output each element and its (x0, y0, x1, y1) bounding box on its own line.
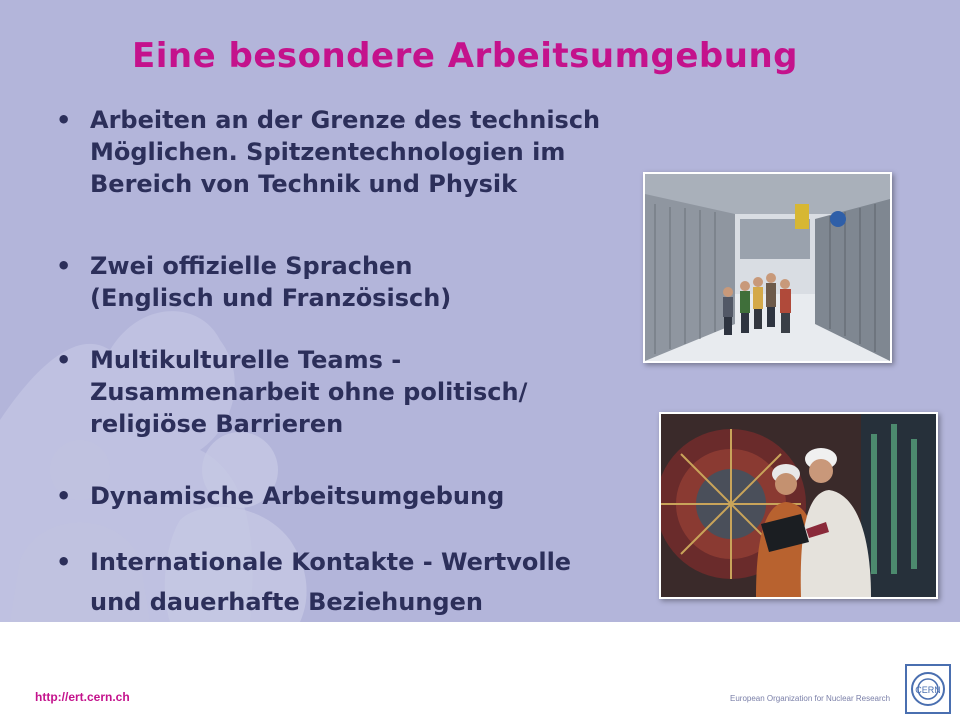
cern-logo-icon (905, 664, 951, 714)
bullet-glyph: • (56, 252, 72, 280)
bullet-item (56, 104, 656, 200)
bullet-glyph: • (56, 482, 72, 510)
bullet-text: Internationale Kontakte - Wertvolle und dauerhafte Beziehungen (90, 548, 572, 616)
svg-text:CERN: CERN (915, 685, 941, 695)
slide-title: Eine besondere Arbeitsumgebung (132, 36, 798, 76)
bullet-glyph: • (56, 548, 72, 576)
bullet-item (56, 546, 656, 622)
computer-center-photo (643, 172, 892, 363)
bullet-text: Multikulturelle Teams - Zusammenarbeit ohne politisch/ religiöse Barrieren (90, 346, 528, 438)
bullet-text: Zwei offizielle Sprachen (Englisch und Französisch) (90, 252, 452, 312)
bullet-item (56, 344, 656, 440)
bullet-text: Dynamische Arbeitsumgebung (90, 482, 505, 510)
footer-organization-text: European Organization for Nuclear Research (730, 694, 891, 703)
bullet-item (56, 250, 656, 314)
bullet-item (56, 480, 656, 512)
detector-photo (659, 412, 938, 599)
bullet-glyph: • (56, 346, 72, 374)
bullet-glyph: • (56, 106, 72, 134)
footer-url-link[interactable]: http://ert.cern.ch (35, 690, 130, 704)
bullet-text: Arbeiten an der Grenze des technisch Möglichen. Spitzentechnologien im Bereich von Technik und Physik (90, 106, 601, 198)
